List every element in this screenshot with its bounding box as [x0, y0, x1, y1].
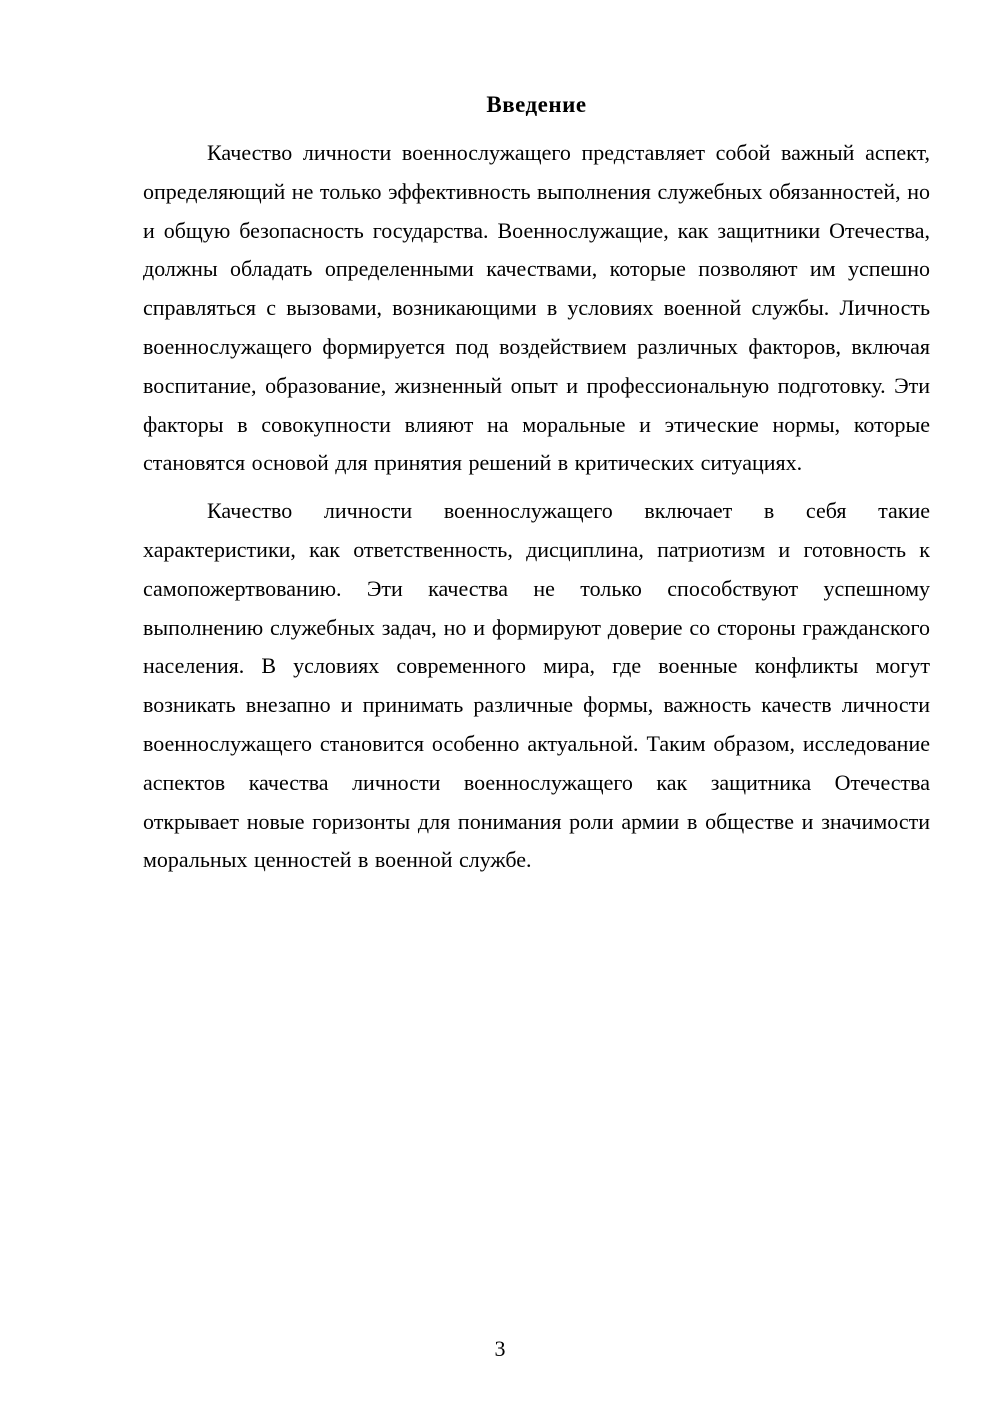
document-content — [143, 92, 930, 889]
intro-paragraph-2: Качество личности военнослужащего включает в себя такие характеристики, как ответственность, дисциплина, патриотизм и готовность к самопожертвованию. Эти качества не только способствуют успешному выполнению служебных задач, но и формируют доверие со стороны гражданского населения. В условиях современного мира, где военные конфликты могут возникать внезапно и принимать различные формы, важность качеств личности военнослужащего становится особенно актуальной. Таким образом, исследование аспектов качества личности военнослужащего как защитника Отечества открывает новые горизонты для понимания роли армии в обществе и значимости моральных ценностей в военной службе. — [143, 498, 930, 873]
page-heading: Введение — [486, 92, 587, 117]
page-number: 3 — [494, 1336, 506, 1361]
intro-paragraph-1: Качество личности военнослужащего представляет собой важный аспект, определяющий не только эффективность выполнения служебных обязанностей, но и общую безопасность государства. Военнослужащие, как защитники Отечества, должны обладать определенными качествами, которые позволяют им успешно справляться с вызовами, возникающими в условиях военной службы. Личность военнослужащего формируется под воздействием различных факторов, включая воспитание, образование, жизненный опыт и профессиональную подготовку. Эти факторы в совокупности влияют на моральные и этические нормы, которые становятся основой для принятия решений в критических ситуациях. — [143, 140, 930, 476]
